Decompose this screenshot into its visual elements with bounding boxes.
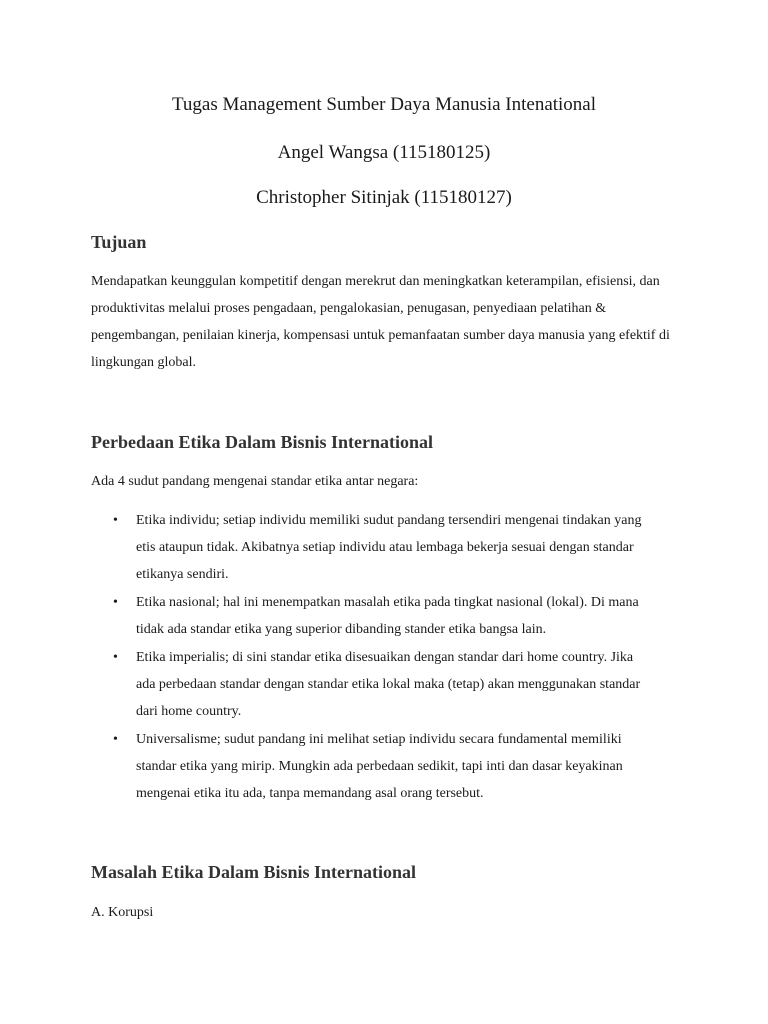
list-item-text: Universalisme; sudut pandang ini melihat setiap individu secara fundamental memiliki standar etika yang mirip. Mungkin ada perbedaan sedikit, tapi inti dan dasar keyakinan mengenai etika itu ada, tanpa memandang asal orang tersebut. (136, 732, 623, 801)
list-item-text: Etika individu; setiap individu memiliki sudut pandang tersendiri mengenai tindakan yang etis ataupun tidak. Akibatnya setiap individu atau lembaga bekerja sesuai dengan standar etikanya sendiri. (136, 513, 642, 582)
section-heading-tujuan: Tujuan (91, 232, 147, 252)
author-line-1: Angel Wangsa (115180125) (277, 142, 491, 163)
bullet-icon: • (113, 732, 118, 747)
section-heading-masalah: Masalah Etika Dalam Bisnis International (91, 862, 417, 882)
list-item-text: Etika nasional; hal ini menempatkan masalah etika pada tingkat nasional (lokal). Di mana tidak ada standar etika yang superior dibanding stander etika bangsa lain. (136, 595, 639, 637)
document-title: Tugas Management Sumber Daya Manusia Intenational (171, 94, 597, 115)
bullet-icon: • (113, 595, 118, 610)
perbedaan-intro: Ada 4 sudut pandang mengenai standar etika antar negara: (91, 474, 419, 489)
list-item-text: Etika imperialis; di sini standar etika disesuaikan dengan standar dari home country. Jika ada perbedaan standar dengan standar etika lokal maka (tetap) akan menggunakan standar dari home country. (136, 650, 641, 719)
bullet-icon: • (113, 513, 118, 528)
bullet-icon: • (113, 650, 118, 665)
list-item (91, 589, 691, 643)
tujuan-paragraph: Mendapatkan keunggulan kompetitif dengan merekrut dan meningkatkan keterampilan, efisiensi, dan produktivitas melalui proses pengadaan, pengalokasian, penugasan, penyediaan pelatihan & pengembangan, penilaian kinerja, kompensasi untuk pemanfaatan sumber daya manusia yang efektif di lingkungan global. (91, 274, 670, 370)
list-item (91, 726, 691, 807)
section-heading-perbedaan: Perbedaan Etika Dalam Bisnis International (91, 432, 434, 452)
list-item (91, 507, 691, 588)
list-item (91, 644, 691, 725)
author-line-2: Christopher Sitinjak (115180127) (256, 187, 512, 208)
masalah-item-a: A. Korupsi (91, 905, 154, 920)
etika-bullet-list (91, 507, 691, 807)
